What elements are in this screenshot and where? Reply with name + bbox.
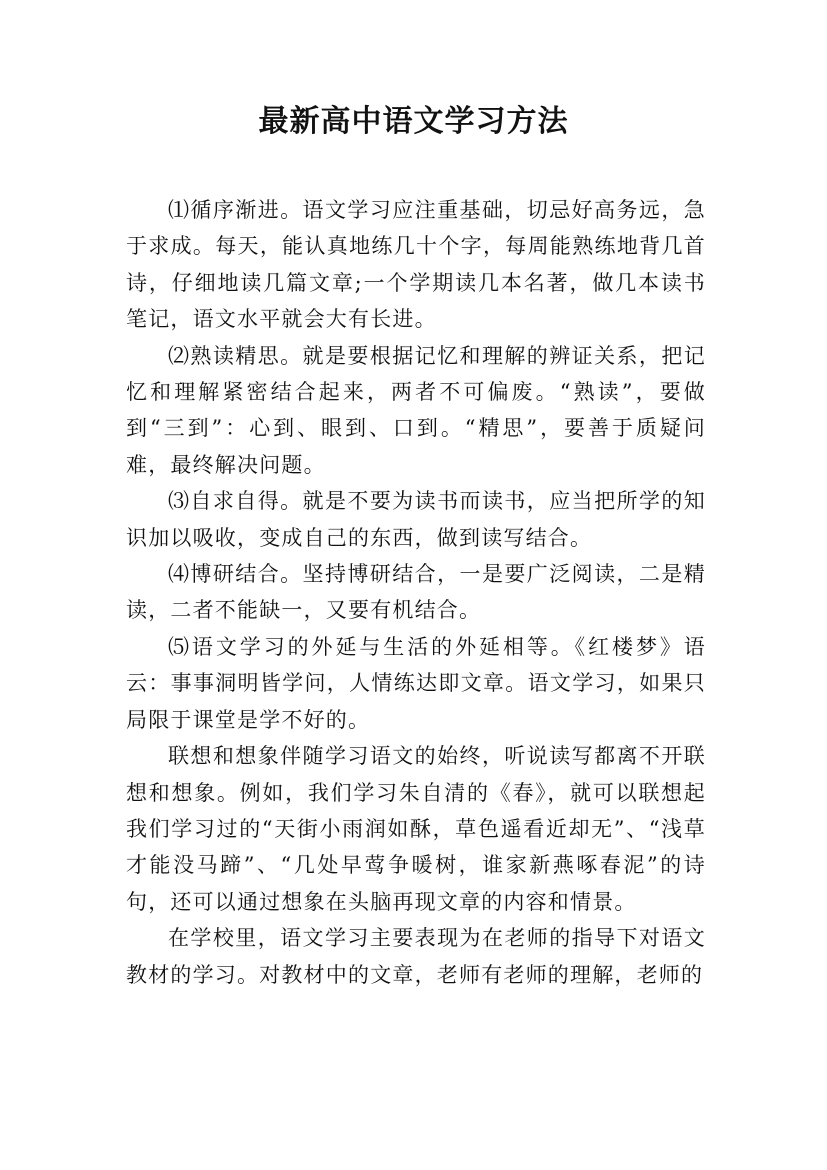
paragraph-3: ⑶自求自得。就是不要为读书而读书，应当把所学的知识加以吸收，变成自己的东西，做到读写结合。 [126,489,706,550]
paragraph-5: ⑸语文学习的外延与生活的外延相等。《红楼梦》语云：事事洞明皆学问，人情练达即文章。语文学习，如果只局限于课堂是学不好的。 [126,634,706,732]
paragraph-2: ⑵熟读精思。就是要根据记忆和理解的辨证关系，把记忆和理解紧密结合起来，两者不可偏废。“熟读”，要做到“三到”：心到、眼到、口到。“精思”，要善于质疑问难，最终解决问题。 [126,343,706,477]
paragraph-7: 在学校里，语文学习主要表现为在老师的指导下对语文教材的学习。对教材中的文章，老师有老师的理解，老师的 [126,926,706,987]
paragraph-4: ⑷博研结合。坚持博研结合，一是要广泛阅读，二是精读，二者不能缺一，又要有机结合。 [126,562,706,623]
paragraph-1: ⑴循序渐进。语文学习应注重基础，切忌好高务远，急于求成。每天，能认真地练几十个字，每周能熟练地背几首诗，仔细地读几篇文章;一个学期读几本名著，做几本读书笔记，语文水平就会大有长进。 [126,198,706,332]
paragraph-6: 联想和想象伴随学习语文的始终，听说读写都离不开联想和想象。例如，我们学习朱自清的《春》，就可以联想起我们学习过的“天街小雨润如酥，草色遥看近却无”、“浅草才能没马蹄”、“几处早莺争暖树，谁家新燕啄春泥”的诗句，还可以通过想象在头脑再现文章的内容和情景。 [126,744,706,914]
document-body [126,192,706,993]
document-title: 最新高中语文学习方法 [258,104,569,139]
